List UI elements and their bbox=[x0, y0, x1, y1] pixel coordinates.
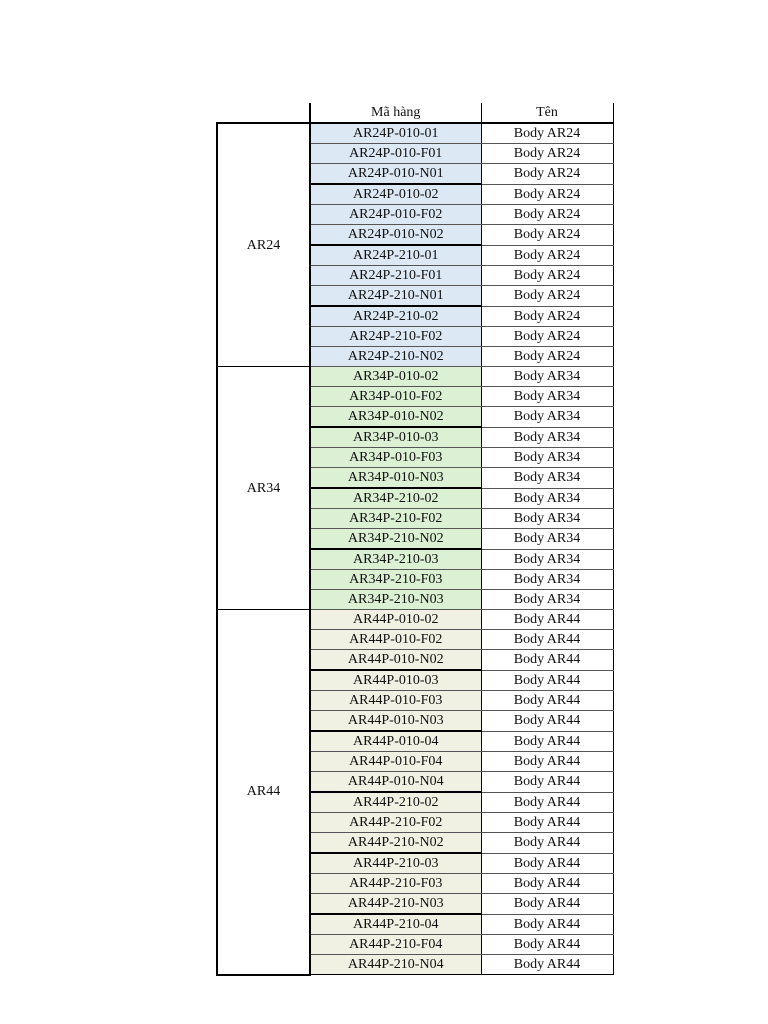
product-code-cell[interactable]: AR34P-010-F02 bbox=[310, 387, 481, 407]
product-code-cell[interactable]: AR24P-010-02 bbox=[310, 184, 481, 205]
product-name-cell[interactable]: Body AR34 bbox=[481, 549, 613, 570]
product-name-cell[interactable]: Body AR24 bbox=[481, 225, 613, 246]
product-name-cell[interactable]: Body AR44 bbox=[481, 731, 613, 752]
product-name-cell[interactable]: Body AR34 bbox=[481, 529, 613, 550]
product-name-cell[interactable]: Body AR44 bbox=[481, 711, 613, 732]
table-row bbox=[217, 610, 613, 630]
product-name-cell[interactable]: Body AR24 bbox=[481, 245, 613, 266]
product-code-cell[interactable]: AR34P-210-03 bbox=[310, 549, 481, 570]
product-name-cell[interactable]: Body AR34 bbox=[481, 407, 613, 428]
product-code-cell[interactable]: AR24P-210-F02 bbox=[310, 327, 481, 347]
table-row bbox=[217, 367, 613, 387]
product-code-cell[interactable]: AR24P-210-01 bbox=[310, 245, 481, 266]
product-code-cell[interactable]: AR34P-010-N03 bbox=[310, 468, 481, 489]
product-code-cell[interactable]: AR44P-210-N02 bbox=[310, 833, 481, 854]
product-code-cell[interactable]: AR44P-210-03 bbox=[310, 853, 481, 874]
product-name-cell[interactable]: Body AR34 bbox=[481, 387, 613, 407]
product-code-cell[interactable]: AR44P-010-N03 bbox=[310, 711, 481, 732]
product-name-cell[interactable]: Body AR34 bbox=[481, 509, 613, 529]
product-name-cell[interactable]: Body AR34 bbox=[481, 488, 613, 509]
product-name-cell[interactable]: Body AR24 bbox=[481, 123, 613, 144]
product-code-cell[interactable]: AR24P-010-N01 bbox=[310, 164, 481, 185]
product-name-cell[interactable]: Body AR44 bbox=[481, 752, 613, 772]
product-code-cell[interactable]: AR44P-210-N03 bbox=[310, 894, 481, 915]
product-code-cell[interactable]: AR34P-210-F02 bbox=[310, 509, 481, 529]
product-name-cell[interactable]: Body AR44 bbox=[481, 813, 613, 833]
product-name-cell[interactable]: Body AR34 bbox=[481, 590, 613, 610]
group-section bbox=[217, 367, 613, 610]
product-code-cell[interactable]: AR44P-210-F02 bbox=[310, 813, 481, 833]
product-name-cell[interactable]: Body AR44 bbox=[481, 670, 613, 691]
product-code-cell[interactable]: AR34P-010-F03 bbox=[310, 448, 481, 468]
product-name-cell[interactable]: Body AR34 bbox=[481, 448, 613, 468]
header-row bbox=[217, 103, 613, 123]
product-name-cell[interactable]: Body AR24 bbox=[481, 266, 613, 286]
group-label-cell[interactable]: AR24 bbox=[217, 123, 310, 367]
table-row bbox=[217, 123, 613, 144]
product-name-cell[interactable]: Body AR24 bbox=[481, 144, 613, 164]
product-code-cell[interactable]: AR24P-210-N02 bbox=[310, 347, 481, 367]
product-code-cell[interactable]: AR24P-210-02 bbox=[310, 306, 481, 327]
product-code-cell[interactable]: AR44P-210-04 bbox=[310, 914, 481, 935]
product-code-cell[interactable]: AR34P-210-02 bbox=[310, 488, 481, 509]
product-code-cell[interactable]: AR24P-010-01 bbox=[310, 123, 481, 144]
group-section bbox=[217, 123, 613, 367]
product-name-cell[interactable]: Body AR44 bbox=[481, 650, 613, 671]
product-code-cell[interactable]: AR44P-010-04 bbox=[310, 731, 481, 752]
product-name-cell[interactable]: Body AR24 bbox=[481, 164, 613, 185]
group-label-cell[interactable]: AR44 bbox=[217, 610, 310, 975]
product-name-cell[interactable]: Body AR44 bbox=[481, 792, 613, 813]
product-name-cell[interactable]: Body AR44 bbox=[481, 874, 613, 894]
product-name-cell[interactable]: Body AR24 bbox=[481, 306, 613, 327]
product-code-cell[interactable]: AR44P-210-F03 bbox=[310, 874, 481, 894]
product-name-cell[interactable]: Body AR24 bbox=[481, 205, 613, 225]
product-name-cell[interactable]: Body AR24 bbox=[481, 184, 613, 205]
group-section bbox=[217, 610, 613, 975]
product-name-cell[interactable]: Body AR44 bbox=[481, 691, 613, 711]
product-name-cell[interactable]: Body AR44 bbox=[481, 894, 613, 915]
product-name-cell[interactable]: Body AR34 bbox=[481, 570, 613, 590]
header-product-code[interactable]: Mã hàng bbox=[310, 103, 481, 123]
product-code-cell[interactable]: AR34P-010-03 bbox=[310, 427, 481, 448]
product-name-cell[interactable]: Body AR44 bbox=[481, 914, 613, 935]
product-code-cell[interactable]: AR34P-210-N03 bbox=[310, 590, 481, 610]
product-code-cell[interactable]: AR34P-210-F03 bbox=[310, 570, 481, 590]
product-code-cell[interactable]: AR34P-010-02 bbox=[310, 367, 481, 387]
product-code-cell[interactable]: AR34P-210-N02 bbox=[310, 529, 481, 550]
product-name-cell[interactable]: Body AR44 bbox=[481, 610, 613, 630]
product-code-cell[interactable]: AR24P-010-F02 bbox=[310, 205, 481, 225]
product-code-cell[interactable]: AR24P-210-N01 bbox=[310, 286, 481, 307]
product-name-cell[interactable]: Body AR44 bbox=[481, 630, 613, 650]
header-product-name[interactable]: Tên bbox=[481, 103, 613, 123]
product-code-cell[interactable]: AR24P-010-N02 bbox=[310, 225, 481, 246]
product-code-table bbox=[216, 103, 614, 976]
product-code-cell[interactable]: AR44P-210-02 bbox=[310, 792, 481, 813]
product-code-cell[interactable]: AR44P-010-N04 bbox=[310, 772, 481, 793]
product-code-cell[interactable]: AR44P-010-F03 bbox=[310, 691, 481, 711]
product-code-cell[interactable]: AR44P-210-F04 bbox=[310, 935, 481, 955]
header-group bbox=[217, 103, 310, 123]
product-code-cell[interactable]: AR44P-210-N04 bbox=[310, 955, 481, 975]
product-code-cell[interactable]: AR34P-010-N02 bbox=[310, 407, 481, 428]
product-name-cell[interactable]: Body AR44 bbox=[481, 833, 613, 854]
product-code-cell[interactable]: AR44P-010-N02 bbox=[310, 650, 481, 671]
product-name-cell[interactable]: Body AR44 bbox=[481, 853, 613, 874]
product-name-cell[interactable]: Body AR34 bbox=[481, 367, 613, 387]
product-name-cell[interactable]: Body AR24 bbox=[481, 286, 613, 307]
product-name-cell[interactable]: Body AR24 bbox=[481, 327, 613, 347]
product-code-cell[interactable]: AR44P-010-02 bbox=[310, 610, 481, 630]
product-name-cell[interactable]: Body AR24 bbox=[481, 347, 613, 367]
product-name-cell[interactable]: Body AR34 bbox=[481, 468, 613, 489]
product-code-cell[interactable]: AR24P-210-F01 bbox=[310, 266, 481, 286]
product-code-cell[interactable]: AR24P-010-F01 bbox=[310, 144, 481, 164]
product-code-cell[interactable]: AR44P-010-F04 bbox=[310, 752, 481, 772]
product-code-cell[interactable]: AR44P-010-03 bbox=[310, 670, 481, 691]
product-name-cell[interactable]: Body AR34 bbox=[481, 427, 613, 448]
product-name-cell[interactable]: Body AR44 bbox=[481, 772, 613, 793]
group-label-cell[interactable]: AR34 bbox=[217, 367, 310, 610]
product-name-cell[interactable]: Body AR44 bbox=[481, 935, 613, 955]
product-code-cell[interactable]: AR44P-010-F02 bbox=[310, 630, 481, 650]
product-name-cell[interactable]: Body AR44 bbox=[481, 955, 613, 975]
